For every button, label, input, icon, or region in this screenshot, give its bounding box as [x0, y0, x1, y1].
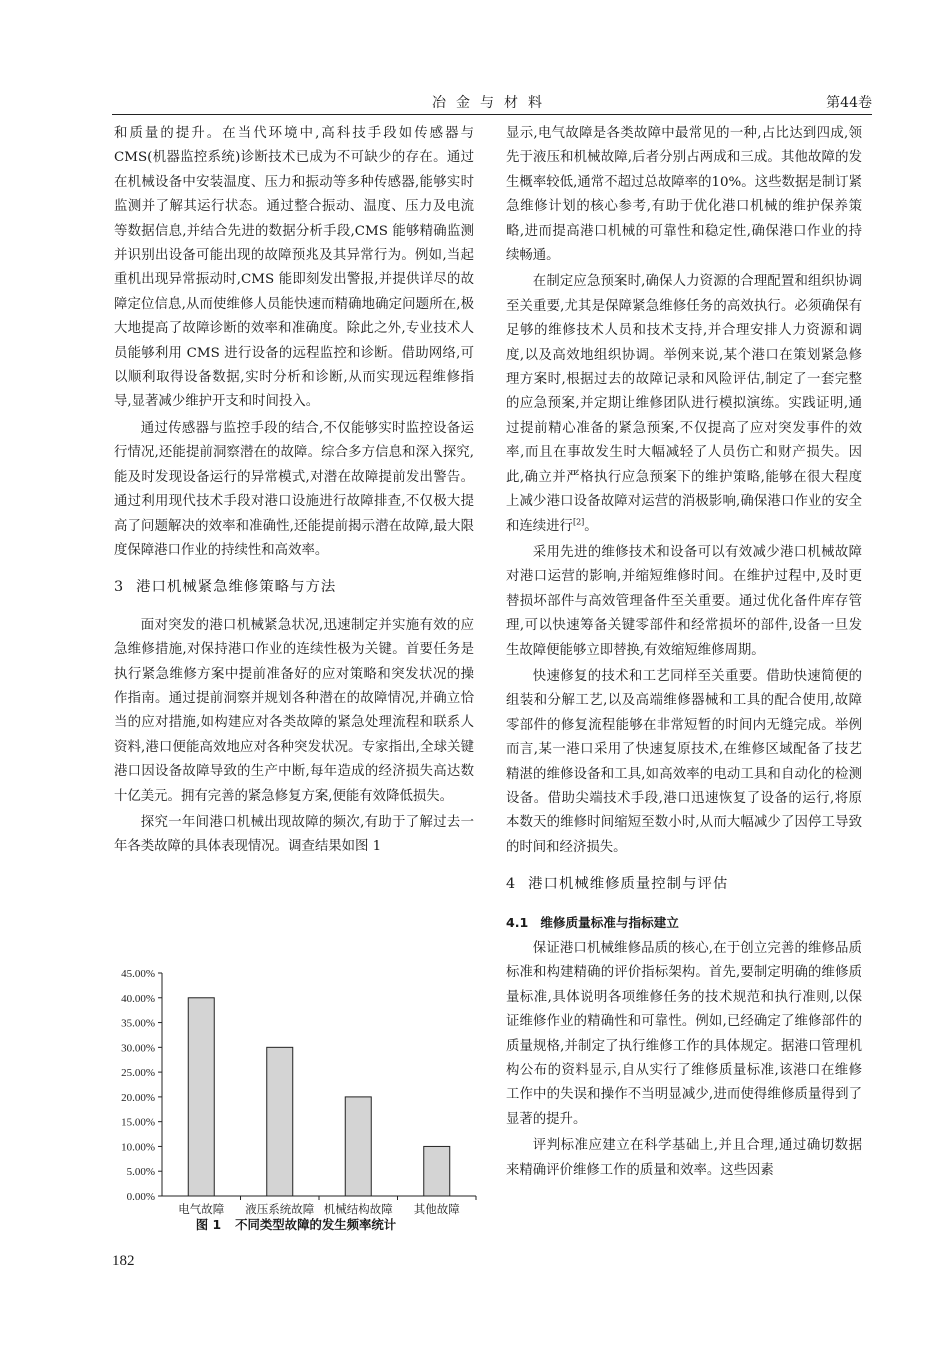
- y-tick-label: 35.00%: [121, 1017, 155, 1030]
- x-tick-label: 液压系统故障: [245, 1202, 315, 1215]
- left-column: [114, 122, 474, 860]
- figure-label: 图 1: [195, 1217, 222, 1232]
- paragraph: 快速修复的技术和工艺同样至关重要。借助快速简便的组装和分解工艺,以及高端维修器械和工具的配合使用,故障零部件的修复流程能够在非常短暂的时间内无缝完成。举例而言,某一港口采用了快速复原技术,在维修区域配备了技艺精湛的维修设备和工具,如高效率的电动工具和自动化的检测设备。借助尖端技术手段,港口迅速恢复了设备的运行,将原本数天的维修时间缩短至数小时,从而大幅减少了因停工导致的时间和经济损失。: [506, 668, 862, 855]
- y-tick-label: 30.00%: [121, 1042, 155, 1055]
- citation: [2]: [572, 517, 585, 527]
- subsection-number: 4.1: [506, 914, 529, 930]
- x-tick-label: 其他故障: [413, 1202, 460, 1215]
- paragraph: 通过传感器与监控手段的结合,不仅能够实时监控设备运行情况,还能提前洞察潜在的故障。综合多方信息和深入探究,能及时发现设备运行的异常模式,对潜在故障提前发出警告。通过利用现代技术手段对港口设施进行故障排查,不仅极大提高了问题解决的效率和准确性,还能提前揭示潜在故障,最大限度保障港口作业的持续性和高效率。: [114, 420, 474, 558]
- paragraph: 采用先进的维修技术和设备可以有效减少港口机械故障对港口运营的影响,并缩短维修时间。在维护过程中,及时更替损坏部件与高效管理备件至关重要。通过优化备件库存管理,可以快速筹备关键零部件和经常损坏的部件,设备一旦发生故障便能够立即替换,有效缩短维修周期。: [506, 544, 862, 658]
- section-title: 港口机械维修质量控制与评估: [528, 876, 729, 893]
- bar: [424, 1146, 450, 1196]
- right-column: [506, 122, 862, 1183]
- y-tick-label: 40.00%: [121, 992, 155, 1005]
- section-number: 3: [114, 579, 125, 596]
- bar: [188, 998, 214, 1196]
- bar-chart: [112, 960, 480, 1215]
- figure-title: 不同类型故障的发生频率统计: [235, 1217, 397, 1232]
- paragraph: 保证港口机械维修品质的核心,在于创立完善的维修品质标准和构建精确的评价指标架构。首先,要制定明确的维修质量标准,具体说明各项维修任务的技术规范和执行准则,以保证维修作业的精确性和可靠性。例如,已经确定了维修部件的质量规格,并制定了执行维修工作的具体规定。据港口管理机构公布的资料显示,自从实行了维修质量标准,该港口在维修工作中的失误和操作不当明显减少,进而使得维修质量得到了显著的提升。: [506, 941, 862, 1127]
- y-tick-label: 45.00%: [121, 968, 155, 980]
- paragraph: 探究一年间港口机械出现故障的频次,有助于了解过去一年各类故障的具体表现情况。调查结果如图 1: [114, 814, 474, 855]
- section-title: 港口机械紧急维修策略与方法: [136, 579, 337, 596]
- running-header: [112, 92, 872, 115]
- paragraph-end: 。: [584, 518, 598, 534]
- x-tick-label: 机械结构故障: [323, 1202, 393, 1215]
- y-tick-label: 5.00%: [126, 1166, 155, 1179]
- y-tick-label: 10.00%: [121, 1141, 155, 1154]
- bar: [345, 1097, 371, 1196]
- y-tick-label: 0.00%: [126, 1191, 155, 1203]
- paragraph: 和质量的提升。在当代环境中,高科技手段如传感器与CMS(机器监控系统)诊断技术已成为不可缺少的存在。通过在机械设备中安装温度、压力和振动等多种传感器,能够实时监测并了解其运行状态。通过整合振动、温度、压力及电流等数据信息,并结合先进的数据分析手段,CMS 能够精确监测并识别出设备可能出现的故障预兆及其异常行为。例如,当起重机出现异常振动时,CMS 能即刻发出警报,并提供详尽的故障定位信息,从而使维修人员能快速而精确地确定问题所在,极大地提高了故障诊断的效率和准确度。除此之外,专业技术人员能够利用 CMS 进行设备的远程监控和诊断。借助网络,可以顺利取得设备数据,实时分析和诊断,从而实现远程维修指导,显著减少维护开支和时间投入。: [114, 126, 474, 410]
- paragraph: 面对突发的港口机械紧急状况,迅速制定并实施有效的应急维修措施,对保持港口作业的连续性极为关键。首要任务是执行紧急维修方案中提前准备好的应对策略和突发状况的操作指南。通过提前洞察并规划各种潜在的故障情况,并确立恰当的应对措施,如构建应对各类故障的紧急处理流程和联系人资料,港口便能高效地应对各种突发状况。专家指出,全球关键港口因设备故障导致的生产中断,每年造成的经济损失高达数十亿美元。拥有完善的紧急修复方案,便能有效降低损失。: [114, 617, 474, 804]
- section-heading: [506, 872, 862, 896]
- figure-caption: [112, 1215, 480, 1233]
- page-number: 182: [112, 1253, 135, 1269]
- journal-title: 冶金与材料: [432, 95, 552, 111]
- subsection-heading: [506, 911, 862, 935]
- paragraph: 显示,电气故障是各类故障中最常见的一种,占比达到四成,领先于液压和机械故障,后者分别占两成和三成。其他故障的发生概率较低,通常不超过总故障率的10%。这些数据是制订紧急维修计划的核心参考,有助于优化港口机械的维护保养策略,进而提高港口机械的可靠性和稳定性,确保港口作业的持续畅通。: [506, 126, 862, 264]
- y-tick-label: 20.00%: [121, 1091, 155, 1104]
- bar: [267, 1047, 293, 1196]
- volume-number: 第44卷: [826, 95, 872, 111]
- section-number: 4: [506, 876, 517, 893]
- section-heading: [114, 575, 474, 599]
- paragraph: 评判标准应建立在科学基础上,并且合理,通过确切数据来精确评价维修工作的质量和效率。这些因素: [506, 1138, 862, 1178]
- subsection-title: 维修质量标准与指标建立: [540, 914, 679, 930]
- figure-1: [112, 960, 480, 1240]
- paragraph: [506, 270, 862, 538]
- y-tick-label: 15.00%: [121, 1116, 155, 1129]
- paragraph-text: 在制定应急预案时,确保人力资源的合理配置和组织协调至关重要,尤其是保障紧急维修任务的高效执行。必须确保有足够的维修技术人员和技术支持,并合理安排人力资源和调度,以及高效地组织协调。举例来说,某个港口在策划紧急修理方案时,根据过去的故障记录和风险评估,制定了一套完整的应急预案,并定期让维修团队进行模拟演练。实践证明,通过提前精心准备的紧急预案,不仅提高了应对突发事件的效率,而且在事故发生时大幅减轻了人员伤亡和财产损失。因此,确立并严格执行应急预案下的维护策略,能够在很大程度上减少港口设备故障对运营的消极影响,确保港口作业的安全和连续进行: [506, 274, 862, 534]
- y-tick-label: 25.00%: [121, 1067, 155, 1080]
- x-tick-label: 电气故障: [178, 1202, 225, 1215]
